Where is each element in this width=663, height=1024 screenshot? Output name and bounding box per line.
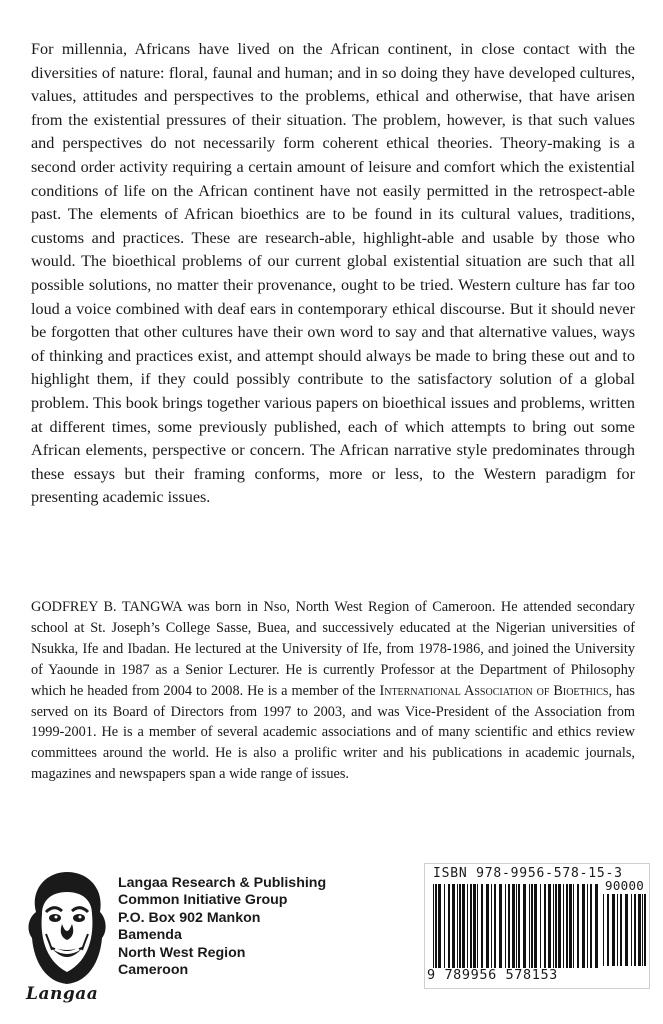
price-code: 90000 <box>605 878 645 893</box>
back-cover-blurb: For millennia, Africans have lived on the African continent, in close contact with the diversities of nature: floral, faunal and human; and in so doing they have developed cultures, values, attitudes and perspectives to the problems, ethical and otherwise, that have arisen from the existential pressures of their situation. The problem, however, is that such values and perspectives do not necessarily form coherent ethical theories. Theory-making is a second order activity requiring a certain amount of leisure and comfort which the existential conditions of life on the African continent have not easily permitted in the retrospect-able past. The elements of African bioethics are to be found in its cultural values, traditions, customs and practices. These are research-able, highlight-able and usable by those who would. The bioethical problems of our current global existential situation are such that all possible solutions, no matter their provenance, ought to be tried. Western culture has far too loud a voice combined with deaf ears in contemporary ethical discourse. But it should never be forgotten that other cultures have their own word to say and that alternative values, ways of thinking and practices exist, and attempt should always be made to bring these out and to highlight them, if they could possibly contribute to the satisfactory solution of a global problem. This book brings together various papers on bioethical issues and problems, written at different times, some previously published, each of which attempts to bring out some African elements, perspective or concern. The African narrative style predominates through these essays but their framing conforms, more or less, to the Western paradigm for presenting academic issues. <box>31 40 635 507</box>
langaa-face-logo-icon <box>22 864 112 992</box>
author-bio-text-1: GODFREY B. TANGWA was born in Nso, North West Region of Cameroon. He attended secondary school at St. Joseph’s College Sasse, Buea, and successively educated at the Nigerian universities of Nsukka, Ife and Ibadan. He lectured at the University of Ife, from 1978-1986, and joined the University of Yaounde in 1987 as a Senior Lecturer. He is currently Professor at the Department of Philosophy which he headed from 2004 to 2008. He is a member of the <box>31 599 635 699</box>
ean-digits: 9 789956 578153 <box>427 967 558 983</box>
publisher-line-6: Cameroon <box>118 962 189 979</box>
association-name: International Association of Bioethics <box>379 682 609 699</box>
publisher-footer <box>0 860 663 1024</box>
author-biography <box>31 597 635 785</box>
publisher-line-4: Bamenda <box>118 927 182 944</box>
publisher-line-2: Common Initiative Group <box>118 892 288 909</box>
isbn-label: ISBN 978-9956-578-15-3 <box>433 866 623 881</box>
barcode-bars-icon <box>433 884 599 968</box>
publisher-line-3: P.O. Box 902 Mankon <box>118 909 261 926</box>
logo-wordmark: Langaa <box>26 984 99 1004</box>
author-bio-text-2: , has served on its Board of Directors from 1997 to 2003, and was Vice-President of the Association from 1999-2001. He is a member of several academic associations and of many scientific and ethics review committees around the world. He is also a prolific writer and his publications in academic journals, magazines and newspapers span a wide range of issues. <box>31 682 636 783</box>
addon-barcode-bars-icon <box>603 894 647 966</box>
isbn-barcode <box>424 863 650 989</box>
publisher-line-5: North West Region <box>118 944 246 961</box>
publisher-line-1: Langaa Research & Publishing <box>118 875 327 891</box>
publisher-address <box>118 875 326 979</box>
